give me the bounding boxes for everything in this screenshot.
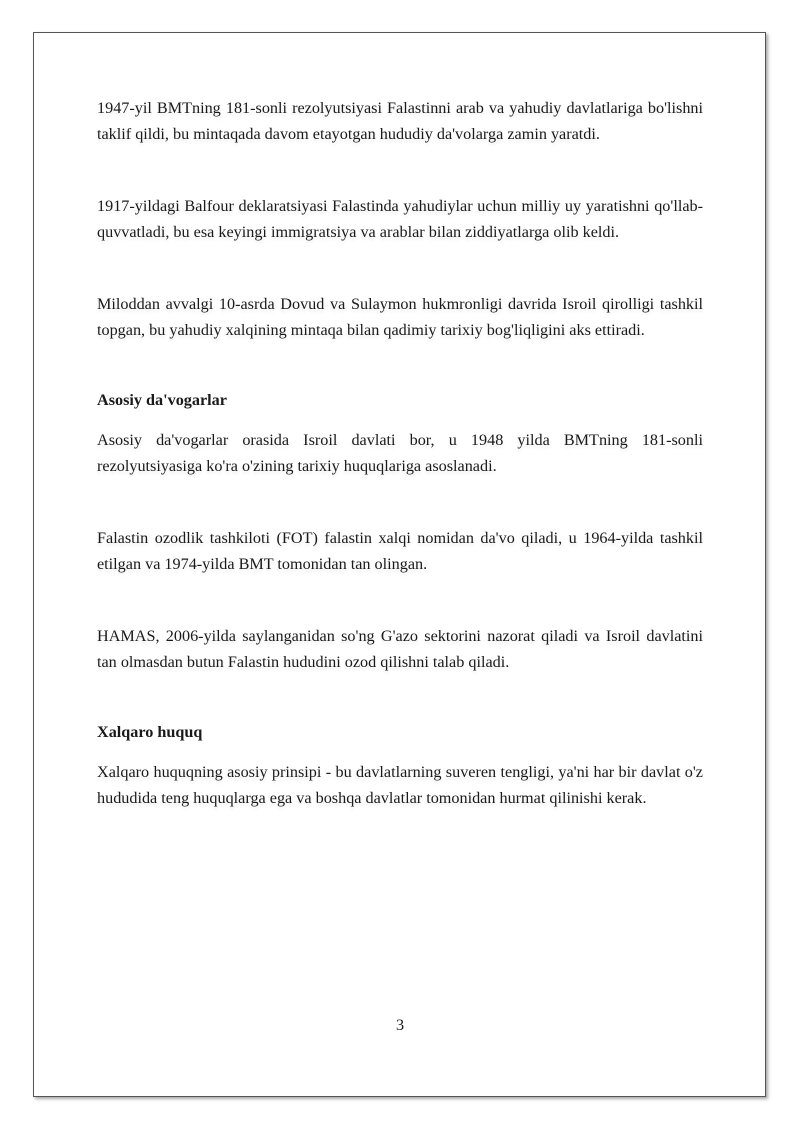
page-number: 3 xyxy=(395,1016,405,1034)
paragraph-kingdom-of-israel: Miloddan avvalgi 10-asrda Dovud va Sulaymon hukmronligi davrida Isroil qirolligi tashkil topgan, bu yahudiy xalqining mintaqa bilan qadimiy tarixiy bog'liqligini aks ettiradi. xyxy=(97,295,703,339)
paragraph-sovereign-equality: Xalqaro huquqning asosiy prinsipi - bu davlatlarning suveren tengligi, ya'ni har bir davlat o'z hududida teng huquqlarga ega va boshqa davlatlar tomonidan hurmat qilinishi kerak. xyxy=(97,763,703,807)
paragraph-balfour-declaration: 1917-yildagi Balfour deklaratsiyasi Falastinda yahudiylar uchun milliy uy yaratishni qo'llab-quvvatladi, bu esa keyingi immigratsiya va arablar bilan ziddiyatlarga olib keldi. xyxy=(97,197,703,241)
page-content xyxy=(97,95,703,811)
heading-main-claimants: Asosiy da'vogarlar xyxy=(97,391,227,409)
paragraph-un-resolution-181: 1947-yil BMTning 181-sonli rezolyutsiyasi Falastinni arab va yahudiy davlatlariga bo'lishni taklif qildi, bu mintaqada davom etayotgan hududiy da'volarga zamin yaratdi. xyxy=(97,99,703,143)
paragraph-plo: Falastin ozodlik tashkiloti (FOT) falastin xalqi nomidan da'vo qiladi, u 1964-yilda tashkil etilgan va 1974-yilda BMT tomonidan tan olingan. xyxy=(97,529,703,573)
heading-international-law: Xalqaro huquq xyxy=(97,723,203,741)
paragraph-hamas: HAMAS, 2006-yilda saylanganidan so'ng G'azo sektorini nazorat qiladi va Isroil davlatini tan olmasdan butun Falastin hududini ozod qilishni talab qiladi. xyxy=(97,627,703,671)
paragraph-state-of-israel: Asosiy da'vogarlar orasida Isroil davlati bor, u 1948 yilda BMTning 181-sonli rezolyutsiyasiga ko'ra o'zining tarixiy huquqlariga asoslanadi. xyxy=(97,431,703,475)
